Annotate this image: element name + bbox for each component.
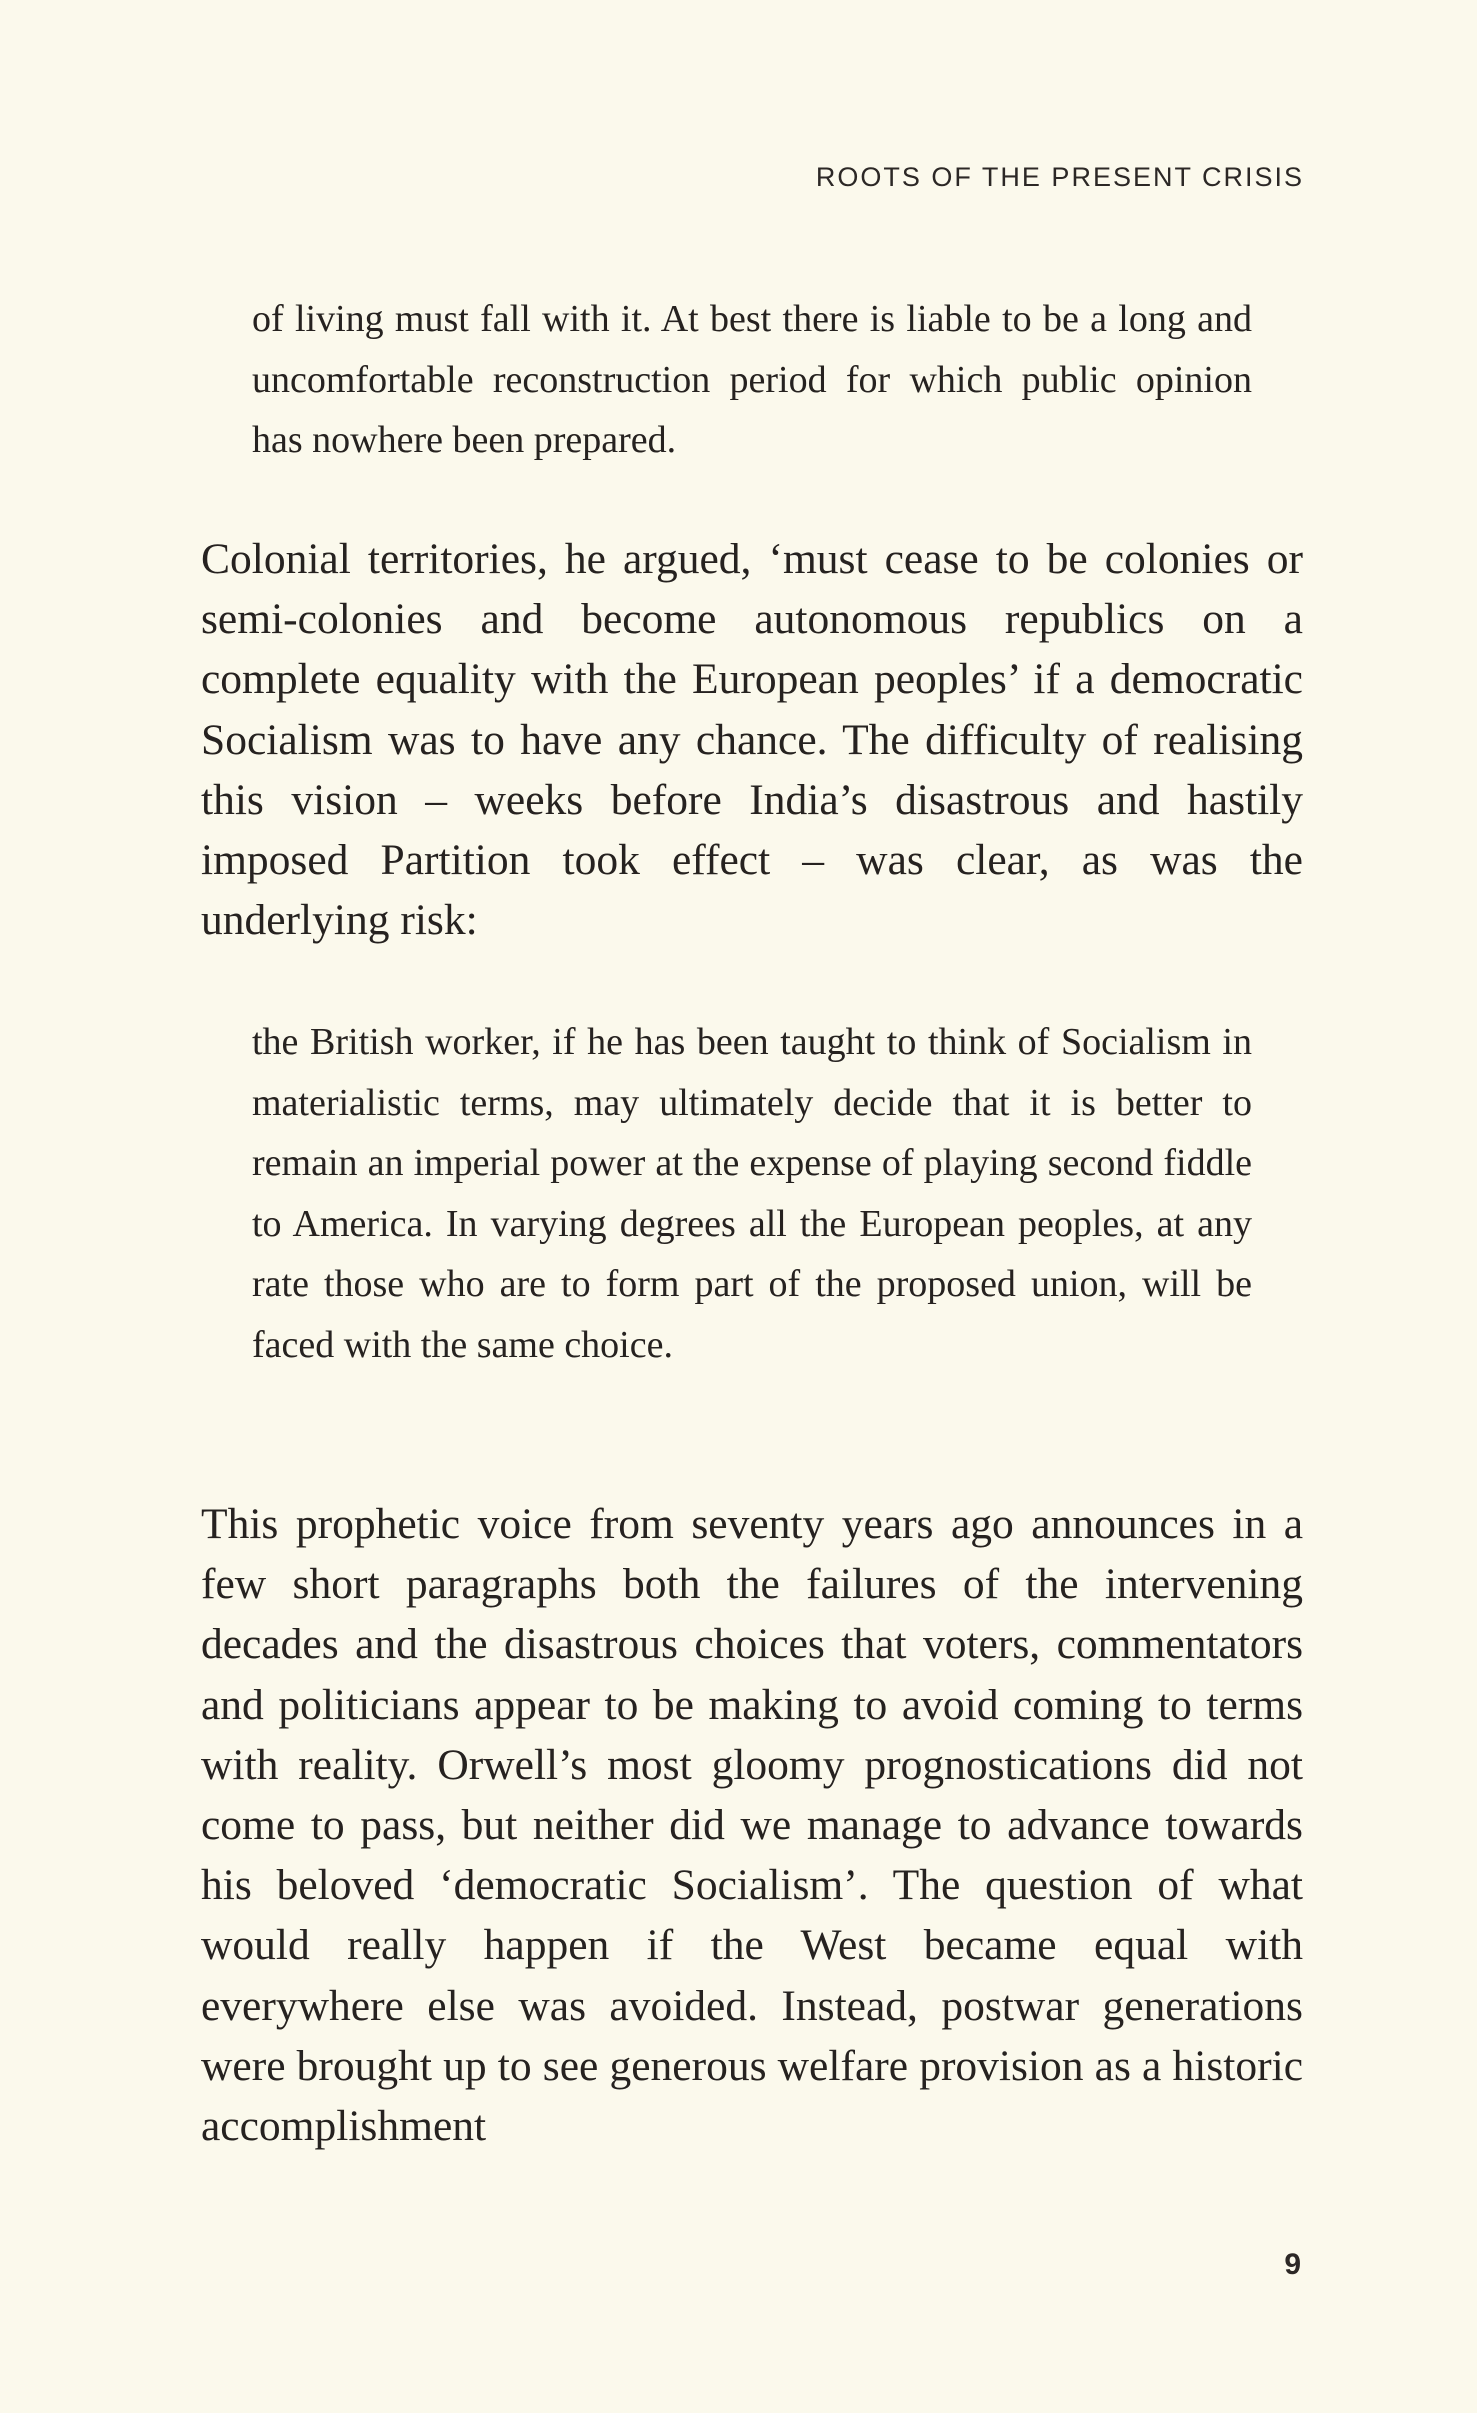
body-paragraph-prophetic: This prophetic voice from seventy years ago announces in a few short paragraphs both the failures of the intervening decades and the disastrous choices that voters, commentators and politicians appear to be making to avoid coming to terms with reality. Orwell’s most gloomy prognostications did not come to pass, but neither did we manage to advance towards his beloved ‘democratic Socialism’. The question of what would really happen if the West became equal with everywhere else was avoided. Instead, postwar generations were brought up to see generous welfare provision as a historic accomplishment (201, 1500, 1303, 2151)
block-quote-continuation: of living must fall with it. At best there is liable to be a long and uncomfortable reconstruction period for which public opinion has nowhere been prepared. (252, 298, 1252, 461)
body-paragraph-colonial: Colonial territories, he argued, ‘must cease to be colonies or semi-colonies and become autonomous republics on a complete equality with the European peoples’ if a democratic Socialism was to have any chance. The difficulty of realising this vision – weeks before India’s disastrous and hastily imposed Partition took effect – was clear, as was the underlying risk: (201, 535, 1303, 945)
running-head: ROOTS OF THE PRESENT CRISIS (815, 162, 1304, 192)
page-number: 9 (1284, 2248, 1301, 2281)
block-quote-british-worker: the British worker, if he has been taught to think of Socialism in materialistic terms, may ultimately decide that it is better to remain an imperial power at the expense of playing second fiddle to America. In varying degrees all the European peoples, at any rate those who are to form part of the proposed union, will be faced with the same choice. (252, 1021, 1252, 1366)
